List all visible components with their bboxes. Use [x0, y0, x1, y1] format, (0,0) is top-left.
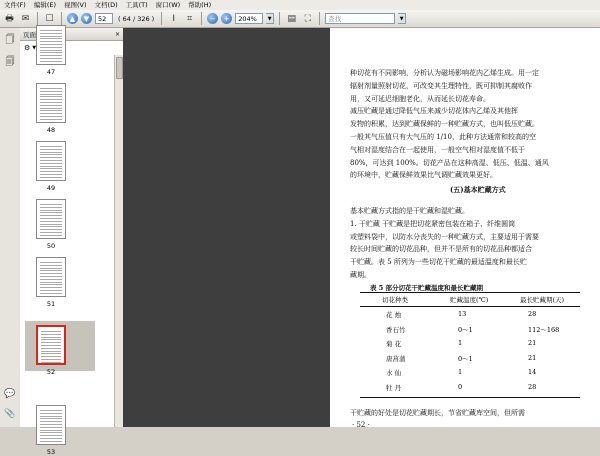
body-text-line: 的环境中，贮藏保鲜效果比气调贮藏效果更好。: [350, 171, 497, 180]
page-thumbnail[interactable]: [36, 141, 66, 181]
thumbnail-text-line: [40, 212, 62, 213]
thumbnail-text-line: [40, 438, 62, 439]
scrollbar-thumb[interactable]: [116, 57, 123, 79]
table-row: [360, 323, 580, 337]
toolbar: [0, 10, 600, 28]
menu-item[interactable]: 编辑(E): [33, 1, 56, 9]
thumbnail-text-line: [41, 359, 61, 360]
menu-item[interactable]: 文档(D): [94, 1, 118, 9]
thumbnail-text-line: [40, 427, 62, 428]
page-thumbnail[interactable]: [36, 83, 66, 123]
toolbar-separator: [279, 12, 280, 25]
body-text-line: 用，又可延迟细胞老化，从而延长切花寿命。: [350, 94, 490, 103]
thumbnail-text-line: [41, 334, 61, 335]
thumbnail-text-line: [41, 331, 61, 332]
thumbnail-text-line: [40, 204, 62, 205]
thumbnail-text-line: [41, 339, 61, 340]
thumbnail-text-line: [40, 171, 62, 172]
thumbnail-text-line: [40, 268, 62, 269]
body-text-line: 辐射剂量照射切花，可改变其生理特性，既可抑制其腐败作: [350, 81, 532, 90]
page-label: · 52 ·: [352, 421, 370, 429]
thumbnail-text-line: [40, 41, 62, 42]
thumbnail-text-line: [40, 33, 62, 34]
thumbnail-text-line: [40, 91, 62, 92]
hand-tool-icon[interactable]: ☐: [45, 13, 54, 24]
thumbnail-text-line: [40, 273, 62, 274]
table-cell: 1: [458, 339, 463, 348]
table-cell: 唐菖蒲: [386, 354, 406, 363]
body-text-line: 或塑料袋中，以防水分丧失的一种贮藏方式，主要适用于需要: [350, 232, 539, 241]
thumbnail-text-line: [40, 50, 62, 51]
table-cell: 香石竹: [386, 325, 406, 334]
thumbnail-list: [20, 55, 114, 456]
pages-panel: [20, 28, 123, 456]
toolbar-separator: [161, 12, 162, 25]
zoom-input[interactable]: 204%: [235, 13, 263, 24]
next-page-icon[interactable]: ▼: [81, 13, 92, 24]
body-text-line: 一般其气压值只有大气压的 1/10，此种方法通常和较高的空: [350, 133, 536, 141]
thumbnail-text-line: [40, 61, 62, 62]
table-cell: 14: [528, 368, 537, 377]
page-count: ( 64 / 326 ): [118, 14, 155, 23]
table-cell: 28: [528, 383, 537, 391]
table-cell: 21: [528, 353, 537, 362]
footer-text: 干贮藏的好处是切花贮藏期长，节省贮藏库空间，但所需: [350, 409, 525, 417]
thumbnail-text-line: [40, 58, 62, 59]
document-page: [330, 28, 600, 427]
thumbnail-text-line: [40, 293, 62, 294]
thumbnail-text-line: [40, 105, 62, 106]
thumbnail-text-line: [40, 224, 62, 225]
thumbnail-label: 50: [46, 242, 56, 250]
thumbnail-text-line: [40, 166, 62, 167]
thumbnail-text-line: [40, 108, 62, 109]
thumbnail-text-line: [40, 116, 62, 117]
page-number-input[interactable]: 52: [95, 13, 113, 24]
menu-item[interactable]: 工具(T): [125, 1, 148, 9]
options-icon[interactable]: ⚙: [24, 44, 31, 52]
thumbnail-label: 47: [46, 68, 56, 76]
zoom-out-icon[interactable]: −: [207, 13, 218, 24]
thumbnail-text-line: [40, 265, 62, 266]
table-header-cell: 切花种类: [382, 296, 408, 304]
table-header-cell: 最长贮藏期(天): [520, 296, 565, 304]
toolbar-separator: [201, 12, 202, 25]
table-bottom-rule: [360, 397, 580, 398]
panel-close-icon[interactable]: ×: [114, 30, 120, 38]
thumbnail-text-line: [41, 348, 61, 349]
thumbnail-text-line: [40, 36, 62, 37]
thumbnail-text-line: [40, 432, 62, 433]
body-text-line: 藏期。: [350, 271, 371, 279]
thumbnail-text-line: [40, 282, 62, 283]
toolbar-separator: [61, 12, 62, 25]
table-cell: 0～1: [458, 354, 473, 363]
snapshot-icon[interactable]: ⌗: [187, 13, 193, 24]
thumbnail-text-line: [40, 177, 62, 178]
page-thumbnail[interactable]: [36, 405, 66, 445]
thumbnail-text-line: [40, 424, 62, 425]
thumbnail-text-line: [40, 174, 62, 175]
search-input[interactable]: 查找: [325, 13, 395, 24]
body-text-line: 1. 干贮藏 干贮藏是把切花紧密包装在箱子、纤维圆筒: [350, 219, 516, 228]
table-row: [360, 381, 580, 395]
thumbnail-label: 51: [46, 300, 56, 308]
thumbnail-text-line: [40, 276, 62, 277]
print-icon[interactable]: 🖶: [5, 13, 14, 24]
table-cell: 花 烛: [386, 311, 402, 319]
options-dropdown-icon[interactable]: ▼: [32, 45, 37, 51]
thumbnail-text-line: [40, 168, 62, 169]
thumbnail-text-line: [40, 110, 62, 111]
navigation-strip: [0, 28, 21, 427]
zoom-dropdown-icon[interactable]: ▼: [266, 13, 274, 24]
table-cell: 菊 花: [386, 340, 402, 349]
thumbnail-text-line: [40, 47, 62, 48]
document-background: [123, 28, 330, 427]
table-cell: 112～168: [528, 325, 560, 334]
email-icon[interactable]: ✉: [21, 13, 30, 24]
table-cell: 水 仙: [386, 369, 402, 378]
thumbnail-text-line: [40, 96, 62, 97]
thumbnail-text-line: [41, 353, 61, 354]
body-text-line: 发物的积累，达到贮藏保鲜的一种贮藏方式，也叫低压贮藏。: [350, 120, 539, 129]
thumbnail-text-line: [40, 413, 62, 414]
thumbnail-text-line: [40, 416, 62, 417]
thumbnail-text-line: [40, 163, 62, 164]
thumbnail-text-line: [40, 207, 62, 208]
table-cell: 13: [458, 310, 467, 318]
body-text-line: 减压贮藏是通过降低气压来减少切花体内乙烯及其他挥: [350, 107, 518, 116]
thumbnail-text-line: [40, 146, 62, 147]
fit-width-icon[interactable]: ⛶: [304, 13, 311, 24]
menu-item[interactable]: 窗口(W): [155, 1, 181, 9]
thumbnail-text-line: [40, 229, 62, 230]
thumbnail-text-line: [40, 279, 62, 280]
thumbnail-text-line: [40, 435, 62, 436]
thumbnail-text-line: [40, 235, 62, 236]
thumbnail-text-line: [40, 113, 62, 114]
thumbnail-text-line: [40, 421, 62, 422]
thumbnail-text-line: [41, 351, 61, 352]
thumbnail-text-line: [40, 270, 62, 271]
comments-icon[interactable]: 💬: [4, 389, 16, 399]
thumbnail-text-line: [40, 218, 62, 219]
search-dropdown-icon[interactable]: ▼: [398, 13, 406, 24]
table-header-cell: 贮藏温度(℃): [450, 296, 489, 304]
thumbnail-text-line: [40, 157, 62, 158]
table-cell: 0～1: [458, 325, 473, 334]
thumbnail-text-line: [40, 88, 62, 89]
table-cell: 0: [458, 383, 463, 391]
body-text-line: 基本贮藏方式指的是干贮藏和湿贮藏。: [350, 207, 469, 215]
table-row: [360, 308, 580, 322]
table-cell: 21: [528, 339, 537, 348]
table-cell: 1: [458, 368, 463, 377]
thumbnail-text-line: [41, 337, 61, 338]
thumbnail-label: 48: [46, 126, 56, 134]
menu-item[interactable]: 文件(F): [4, 1, 26, 9]
thumbnail-text-line: [40, 221, 62, 222]
zoom-in-icon[interactable]: +: [221, 13, 232, 24]
thumbnail-text-line: [40, 232, 62, 233]
thumbnail-text-line: [40, 52, 62, 53]
table-title: 表 5 部分切花干贮藏温度和最长贮藏期: [370, 284, 484, 292]
table-cell: 28: [528, 310, 537, 318]
thumbnail-text-line: [40, 284, 62, 285]
pages-icon[interactable]: 🗍: [5, 35, 15, 45]
attachments-icon[interactable]: 📎: [4, 409, 16, 419]
body-text-line: 80%，可达到 100%。切花产品在这种高湿、低压、低温、通风: [350, 158, 549, 167]
fit-page-icon[interactable]: ▤: [287, 13, 296, 24]
page-thumbnail[interactable]: [36, 325, 66, 365]
previous-page-icon[interactable]: ▲: [67, 13, 78, 24]
table-header-row: [360, 293, 580, 307]
thumbnail-text-line: [40, 215, 62, 216]
thumbnail-text-line: [40, 152, 62, 153]
section-title: (五)基本贮藏方式: [450, 185, 506, 194]
thumbnail-text-line: [41, 342, 61, 343]
table-row: [360, 366, 580, 380]
thumbnail-label: 53: [46, 448, 56, 456]
select-tool-icon[interactable]: I: [172, 13, 176, 24]
thumbnail-text-line: [40, 160, 62, 161]
page-thumbnail[interactable]: [36, 257, 66, 297]
thumbnail-text-line: [40, 210, 62, 211]
thumbnail-text-line: [41, 345, 61, 346]
thumbnail-text-line: [40, 441, 62, 442]
page-thumbnail[interactable]: [36, 25, 66, 65]
thumbnail-text-line: [40, 94, 62, 95]
thumbnail-text-line: [40, 290, 62, 291]
thumbnail-text-line: [40, 287, 62, 288]
body-text-line: 种切花有不同影响，分析认为磁场影响花内乙烯生成。用一定: [350, 69, 539, 77]
bookmarks-icon[interactable]: 🗐: [5, 57, 15, 67]
thumbnail-text-line: [40, 44, 62, 45]
thumbnail-text-line: [40, 102, 62, 103]
thumbnail-text-line: [40, 430, 62, 431]
thumbnail-text-line: [40, 154, 62, 155]
table-row: [360, 337, 580, 351]
thumbnail-label: 49: [46, 184, 56, 192]
thumbnail-text-line: [40, 262, 62, 263]
thumbnail-text-line: [40, 55, 62, 56]
thumbnail-label: 52: [46, 368, 56, 376]
thumbnail-text-line: [41, 362, 61, 363]
thumbnail-text-line: [40, 99, 62, 100]
thumbnail-text-line: [40, 119, 62, 120]
body-text-line: 干贮藏。表 5 所列为一些切花干贮藏的最适温度和最长贮: [350, 258, 527, 267]
menu-item[interactable]: 帮助(H): [188, 1, 212, 9]
toolbar-separator: [319, 12, 320, 25]
panel-title: 页面: [23, 30, 36, 39]
body-text-line: 气相对湿度结合在一起使用，一般空气相对湿度值不低于: [350, 145, 525, 154]
thumbnail-text-line: [40, 30, 62, 31]
thumbnail-text-line: [41, 356, 61, 357]
menu-item[interactable]: 视图(V): [64, 1, 87, 9]
body-text-line: 较长时间贮藏的切花品种，但并不是所有的切花品种都适合: [350, 245, 532, 254]
page-thumbnail[interactable]: [36, 199, 66, 239]
thumbnail-text-line: [40, 226, 62, 227]
toolbar-separator: [37, 12, 38, 25]
thumbnail-text-line: [40, 38, 62, 39]
table-row: [360, 352, 580, 366]
table-cell: 牡 丹: [386, 384, 402, 392]
thumbnail-text-line: [40, 418, 62, 419]
thumbnail-text-line: [40, 410, 62, 411]
menu-bar: [0, 0, 600, 10]
thumbnail-text-line: [40, 149, 62, 150]
